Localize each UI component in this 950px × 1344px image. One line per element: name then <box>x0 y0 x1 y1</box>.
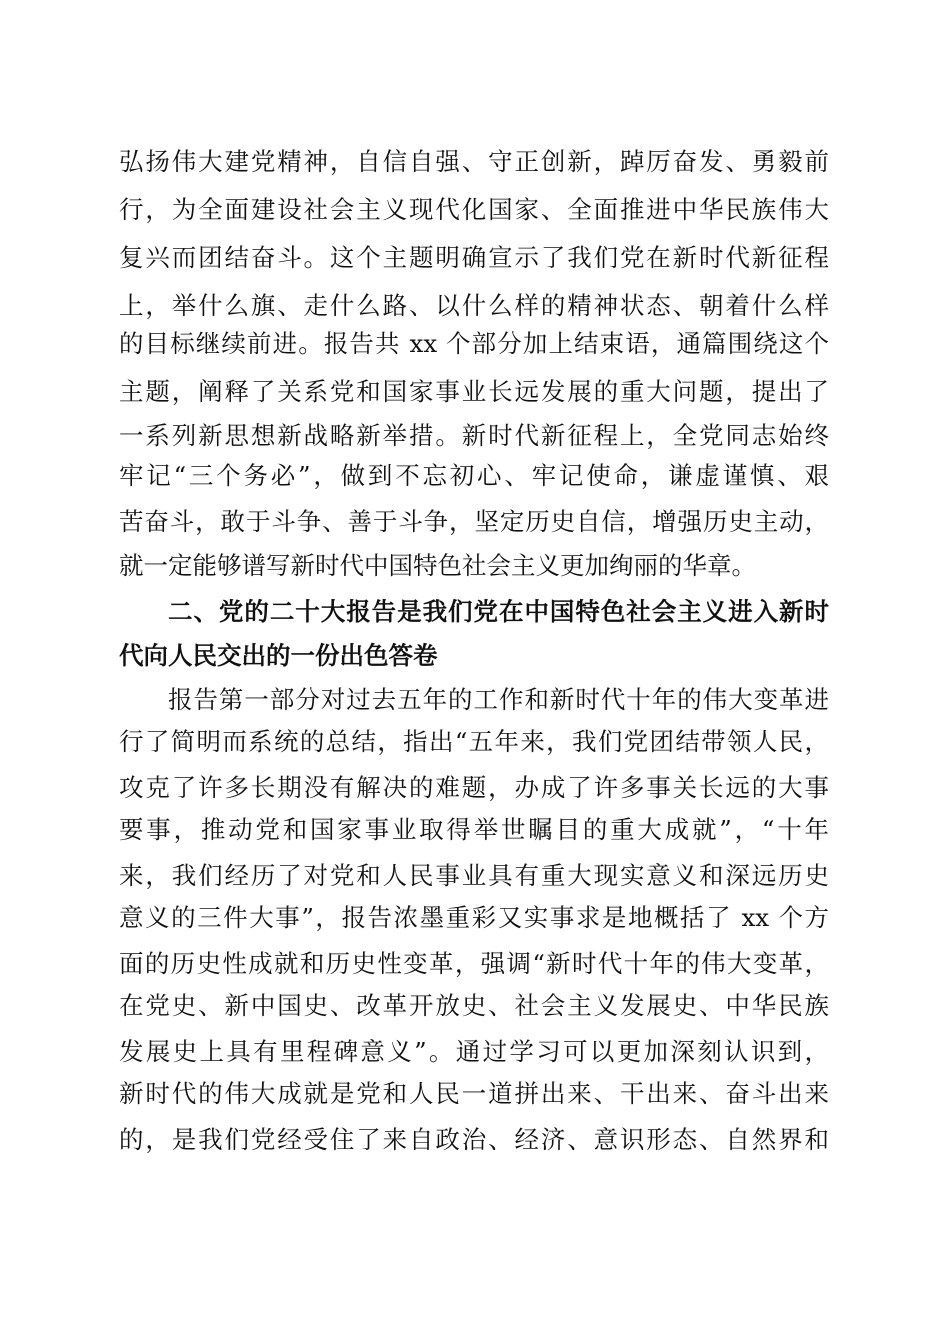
body-text-line: 攻克了许多长期没有解决的难题，办成了许多事关长远的大事 <box>119 773 829 802</box>
body-text-line: 苦奋斗，敢于斗争、善于斗争，坚定历史自信，增强历史主动， <box>119 507 829 536</box>
body-text-line: 在党史、新中国史、改革开放史、社会主义发展史、中华民族 <box>119 991 829 1020</box>
body-text-line: 主题，阐释了关系党和国家事业长远发展的重大问题，提出了 <box>119 377 829 406</box>
body-text-line: 要事，推动党和国家事业取得举世瞩目的重大成就”，“十年 <box>119 815 829 844</box>
body-text-line: 面的历史性成就和历史性变革，强调“新时代十年的伟大变革， <box>119 949 829 978</box>
section-heading: 代向人民交出的一份出色答卷 <box>119 641 438 670</box>
body-text-line: 弘扬伟大建党精神，自信自强、守正创新，踔厉奋发、勇毅前 <box>119 147 829 176</box>
body-text-line: 行，为全面建设社会主义现代化国家、全面推进中华民族伟大 <box>119 195 829 224</box>
body-text-line: 的，是我们党经受住了来自政治、经济、意识形态、自然界和 <box>119 1125 829 1154</box>
section-heading: 二、党的二十大报告是我们党在中国特色社会主义进入新时 <box>168 597 829 626</box>
body-text-line: 行了简明而系统的总结，指出“五年来，我们党团结带领人民， <box>119 727 829 756</box>
body-text-line: 发展史上具有里程碑意义”。通过学习可以更加深刻认识到， <box>119 1037 829 1066</box>
body-text-line: 来，我们经历了对党和人民事业具有重大现实意义和深远历史 <box>119 861 829 890</box>
body-text-line: 新时代的伟大成就是党和人民一道拼出来、干出来、奋斗出来 <box>119 1079 829 1108</box>
body-text-line: 报告第一部分对过去五年的工作和新时代十年的伟大变革进 <box>168 685 829 714</box>
body-text-line: 复兴而团结奋斗。这个主题明确宣示了我们党在新时代新征程 <box>119 243 829 272</box>
body-text-line: 的目标继续前进。报告共 xx 个部分加上结束语，通篇围绕这个 <box>119 329 829 358</box>
body-text-line: 意义的三件大事”，报告浓墨重彩又实事求是地概括了 xx 个方 <box>119 903 829 932</box>
body-text-line: 牢记“三个务必”，做到不忘初心、牢记使命，谦虚谨慎、艰 <box>119 461 829 490</box>
body-text-line: 一系列新思想新战略新举措。新时代新征程上，全党同志始终 <box>119 421 829 450</box>
body-text-line: 上，举什么旗、走什么路、以什么样的精神状态、朝着什么样 <box>119 291 829 320</box>
body-text-line: 就一定能够谱写新时代中国特色社会主义更加绚丽的华章。 <box>119 551 756 580</box>
